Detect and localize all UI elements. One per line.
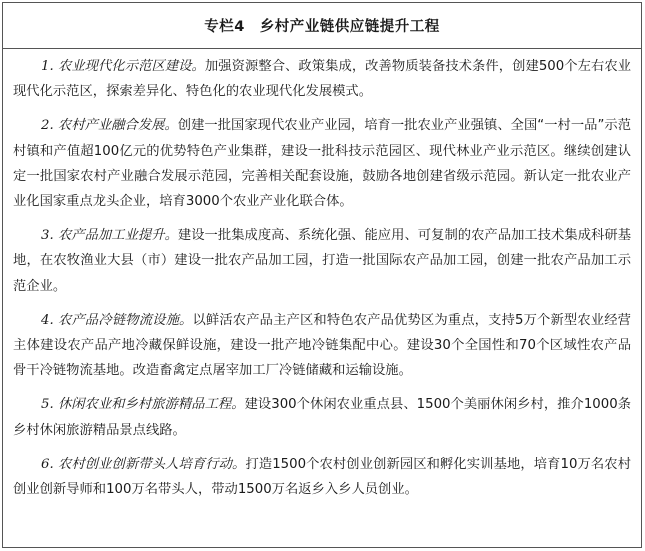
item-6 xyxy=(13,452,631,502)
item-3-lead: 3. 农产品加工业提升。 xyxy=(41,228,178,244)
item-6-text: 打造1500个农村创业创新园区和孵化实训基地，培育10万名农村创业创新导师和100万名带头人，带动1500万名返乡入乡人员创业。 xyxy=(13,456,631,498)
item-2-lead: 2. 农村产业融合发展。 xyxy=(41,118,178,134)
item-4-lead: 4. 农产品冷链物流设施。 xyxy=(41,312,193,328)
column-title-text: 专栏4 乡村产业链供应链提升工程 xyxy=(204,19,440,35)
item-1-text: 加强资源整合、政策集成，改善物质装备技术条件，创建500个左右农业现代化示范区，探索差异化、特色化的农业现代化发展模式。 xyxy=(13,59,631,100)
item-1 xyxy=(13,54,631,104)
item-6-lead: 6. 农村创业创新带头人培育行动。 xyxy=(41,456,246,472)
item-3-text: 建设一批集成度高、系统化强、能应用、可复制的农产品加工技术集成科研基地，在农牧渔业大县（市）建设一批农产品加工园，打造一批国际农产品加工园，创建一批农产品加工示范企业。 xyxy=(13,228,631,294)
item-4-text: 以鲜活农产品主产区和特色农产品优势区为重点，支持5万个新型农业经营主体建设农产品产地冷藏保鲜设施，建设一批产地冷链集配中心。建设30个全国性和70个区域性农产品骨干冷链物流基地。改造畜禽定点屠宰加工厂冷链储藏和运输设施。 xyxy=(13,312,631,379)
column-title xyxy=(3,3,641,49)
item-3 xyxy=(13,223,631,299)
special-column-box xyxy=(2,2,642,548)
column-content xyxy=(3,49,641,502)
item-1-lead: 1. 农业现代化示范区建设。 xyxy=(41,59,205,74)
item-2 xyxy=(13,113,631,214)
item-4 xyxy=(13,308,631,384)
item-5-lead: 5. 休闲农业和乡村旅游精品工程。 xyxy=(41,397,245,413)
item-5-text: 建设300个休闲农业重点县、1500个美丽休闲乡村，推介1000条乡村休闲旅游精品景点线路。 xyxy=(13,397,632,438)
item-5 xyxy=(13,392,631,442)
item-2-text: 创建一批国家现代农业产业园，培育一批农业产业强镇、全国“一村一品”示范村镇和产值超100亿元的优势特色产业集群，建设一批科技示范园区、现代林业产业示范区。继续创建认定一批国家农村产业融合发展示范园，完善相关配套设施，鼓励各地创建省级示范园。新认定一批农业产业化国家重点龙头企业，培育3000个农业产业化联合体。 xyxy=(13,118,631,210)
